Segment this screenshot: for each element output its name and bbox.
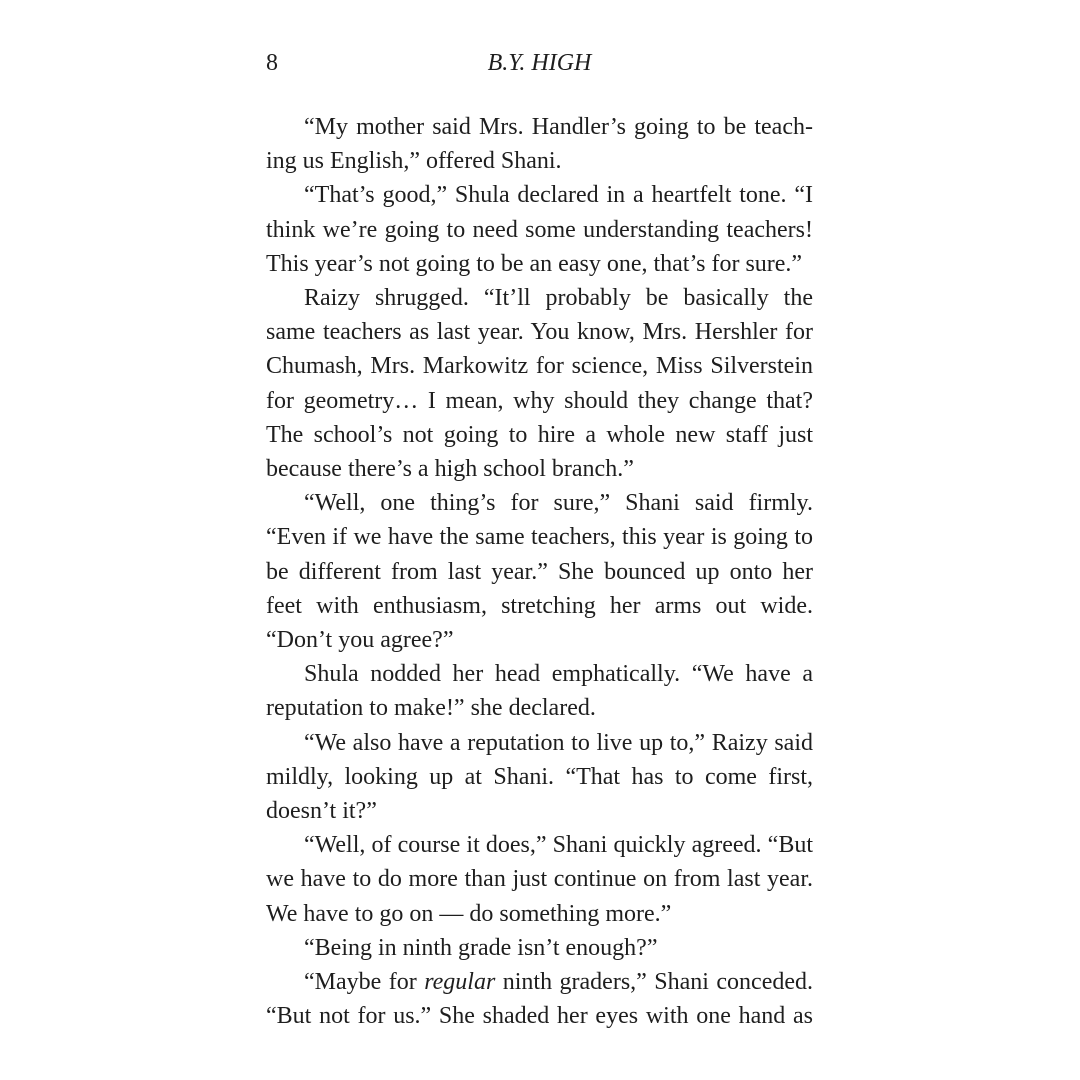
paragraph: Shula nodded her head emphatically. “We have a reputation to make!” she declared. [266, 661, 813, 722]
paragraph: “Being in ninth grade isn’t enough?” [304, 934, 658, 961]
body-text [266, 110, 813, 1033]
text-run: “Maybe for [304, 969, 425, 996]
paragraph: “Well, one thing’s for sure,” Shani said firmly. “Even if we have the same teachers, this year is going to be different from last year.” She bounced up onto her feet with enthusiasm, stretching her arms out wide. “Don’t you agree?” [266, 490, 813, 654]
page-header [266, 46, 813, 80]
page-number: 8 [266, 50, 278, 76]
paragraph-continues [266, 965, 813, 1033]
text-run: ninth graders,” Shani conceded. “But not for us.” She shaded her eyes with one hand as [266, 969, 813, 1030]
paragraph: “We also have a reputation to live up to,” Raizy said mildly, looking up at Shani. “That has to come first, doesn’t it?” [266, 729, 813, 825]
running-title: B.Y. HIGH [487, 50, 592, 76]
paragraph: “Well, of course it does,” Shani quickly agreed. “But we have to do more than just continue on from last year. We have to go on — do something more.” [266, 832, 813, 927]
paragraph: Raizy shrugged. “It’ll probably be basically the same teachers as last year. You know, Mrs. Hershler for Chumash, Mrs. Markowitz for science, Miss Silverstein for geometry… I mean, why should they change that? The school’s not going to hire a whole new staff just because there’s a high school branch.” [266, 285, 813, 483]
emphasized-word: regular [424, 969, 496, 996]
paragraph: “That’s good,” Shula declared in a heartfelt tone. “I think we’re going to need some understanding teachers! This year’s not going to be an easy one, that’s for sure.” [266, 182, 813, 277]
paragraph: “My mother said Mrs. Handler’s going to be teaching us English,” offered Shani. [266, 114, 813, 175]
